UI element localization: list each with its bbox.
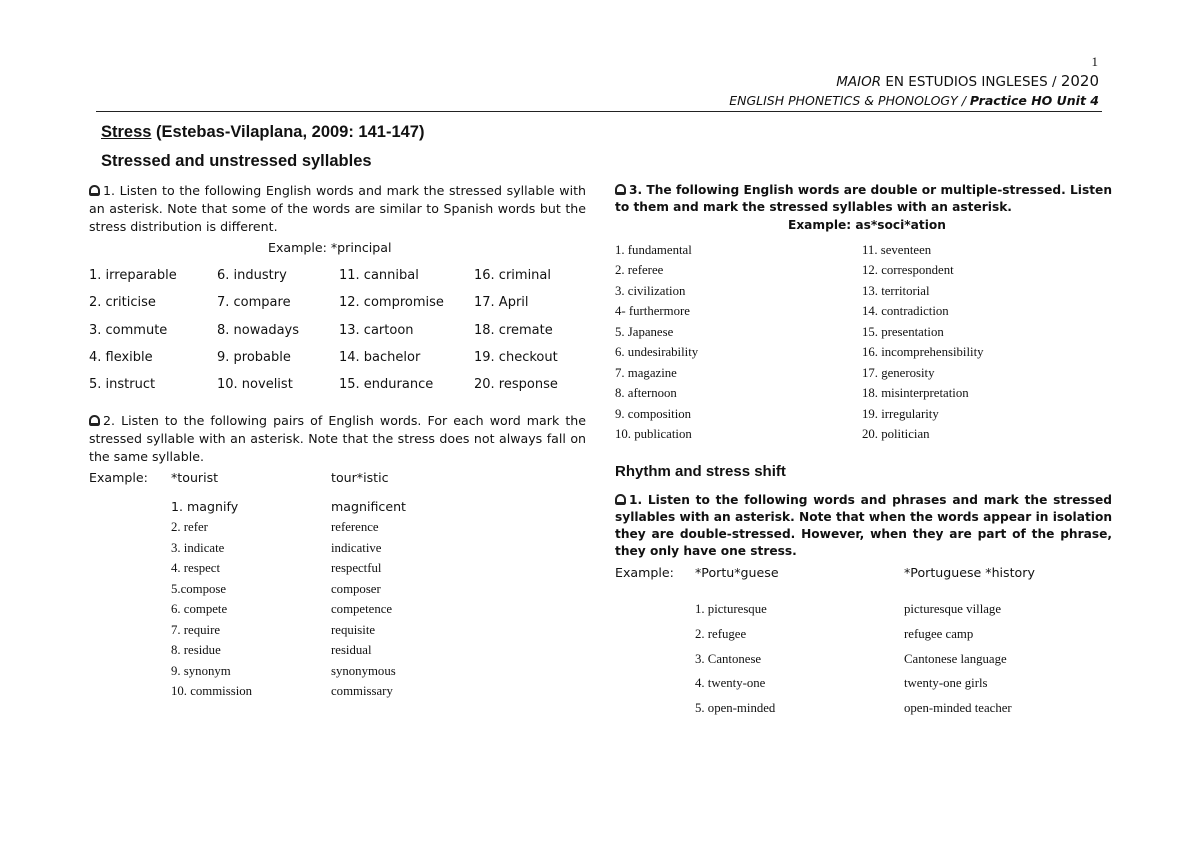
s2-ex1-instruction <box>615 492 1112 560</box>
ex2-pair-left: 10. commission <box>171 684 253 698</box>
header-unit: Practice HO Unit 4 <box>969 93 1099 108</box>
list-item: 5. instruct <box>89 377 156 392</box>
ex2-pair-right: requisite <box>331 623 376 637</box>
list-item: 16. incomprehensibility <box>862 345 984 359</box>
headphones-icon <box>89 185 100 196</box>
list-item: 1. irreparable <box>89 268 177 283</box>
list-item: 13. cartoon <box>339 323 414 338</box>
s2-pair-left: 2. refugee <box>695 627 747 641</box>
ex2-instruction <box>89 412 586 466</box>
s2-pair-right: Cantonese language <box>904 652 1007 666</box>
s2-pair-left: 4. twenty-one <box>695 676 766 690</box>
header-course <box>836 72 1099 90</box>
ex2-pair-right: reference <box>331 520 379 534</box>
list-item: 4- furthermore <box>615 304 690 318</box>
list-item: 2. referee <box>615 263 664 277</box>
header-course-name: EN ESTUDIOS INGLESES / <box>885 74 1057 90</box>
list-item: 15. endurance <box>339 377 434 392</box>
s2-pair-right: refugee camp <box>904 627 974 641</box>
ex2-pair-right: commissary <box>331 684 393 698</box>
s2-pair-left: 1. picturesque <box>695 602 767 616</box>
list-item: 20. politician <box>862 427 930 441</box>
page-title <box>101 123 424 142</box>
list-item: 18. cremate <box>474 323 553 338</box>
list-item: 11. seventeen <box>862 243 932 257</box>
ex2-pair-left: 4. respect <box>171 561 221 575</box>
ex2-pair-left: 1. magnify <box>171 499 239 514</box>
list-item: 4. flexible <box>89 350 153 365</box>
ex3-instruction <box>615 182 1112 216</box>
header-maior: MAIOR <box>836 74 882 90</box>
list-item: 8. afternoon <box>615 386 677 400</box>
list-item: 14. contradiction <box>862 304 949 318</box>
headphones-icon <box>89 415 100 426</box>
s2-pair-right: twenty-one girls <box>904 676 988 690</box>
ex2-example-label: Example: <box>89 470 148 485</box>
list-item: 7. compare <box>217 295 291 310</box>
list-item: 9. probable <box>217 350 291 365</box>
ex2-pair-right: magnificent <box>331 499 406 514</box>
title-reference: (Estebas-Vilaplana, 2009: 141-147) <box>156 123 425 141</box>
ex3-example: Example: as*soci*ation <box>788 218 946 232</box>
ex2-pair-left: 6. compete <box>171 602 228 616</box>
s2-example-label: Example: <box>615 565 674 580</box>
ex2-pair-right: indicative <box>331 541 382 555</box>
list-item: 13. territorial <box>862 284 930 298</box>
list-item: 12. correspondent <box>862 263 954 277</box>
header-subject-name: ENGLISH PHONETICS & PHONOLOGY / <box>729 93 966 108</box>
ex2-example-a: *tourist <box>171 470 219 485</box>
list-item: 5. Japanese <box>615 325 674 339</box>
s2-example-a: *Portu*guese <box>695 565 779 580</box>
list-item: 17. generosity <box>862 366 935 380</box>
list-item: 7. magazine <box>615 366 677 380</box>
title-stress: Stress <box>101 123 152 141</box>
list-item: 19. checkout <box>474 350 558 365</box>
header-divider <box>96 111 1102 112</box>
list-item: 8. nowadays <box>217 323 300 338</box>
ex2-pair-right: composer <box>331 582 381 596</box>
list-item: 18. misinterpretation <box>862 386 969 400</box>
s2-pair-left: 3. Cantonese <box>695 652 762 666</box>
ex2-pair-left: 5.compose <box>171 582 227 596</box>
list-item: 16. criminal <box>474 268 552 283</box>
header-year: 2020 <box>1060 72 1099 90</box>
ex3-instruction-text: 3. The following English words are double or multiple-stressed. Listen to them and mark the stressed syllables with an asterisk. <box>615 183 1112 214</box>
ex1-instruction-text: 1. Listen to the following English words and mark the stressed syllable with an asterisk. Note that some of the words are similar to Spanish words but the stress distribution is different. <box>89 183 586 234</box>
s2-pair-right: open-minded teacher <box>904 701 1012 715</box>
headphones-icon <box>615 184 626 195</box>
ex2-pair-right: respectful <box>331 561 382 575</box>
ex1-instruction <box>89 182 586 236</box>
list-item: 3. commute <box>89 323 168 338</box>
list-item: 15. presentation <box>862 325 944 339</box>
section2-heading: Rhythm and stress shift <box>615 463 786 480</box>
list-item: 11. cannibal <box>339 268 419 283</box>
s2-ex1-instruction-text: 1. Listen to the following words and phrases and mark the stressed syllables with an asterisk. Note that when the words appear in isolation they are double-stressed. However, when they are part of the phrase, they only have one stress. <box>615 493 1112 558</box>
ex2-pair-left: 3. indicate <box>171 541 225 555</box>
ex2-pair-left: 7. require <box>171 623 221 637</box>
ex2-pair-right: competence <box>331 602 393 616</box>
s2-example-b: *Portuguese *history <box>904 565 1035 580</box>
s2-pair-left: 5. open-minded <box>695 701 776 715</box>
list-item: 10. publication <box>615 427 692 441</box>
ex2-example-b: tour*istic <box>331 470 389 485</box>
list-item: 19. irregularity <box>862 407 939 421</box>
ex2-pair-left: 8. residue <box>171 643 221 657</box>
list-item: 17. April <box>474 295 529 310</box>
page-number: 1 <box>1091 54 1098 69</box>
list-item: 12. compromise <box>339 295 444 310</box>
headphones-icon <box>615 494 626 505</box>
list-item: 10. novelist <box>217 377 293 392</box>
ex2-instruction-text: 2. Listen to the following pairs of English words. For each word mark the stressed syllable with an asterisk. Note that the stress does not always fall on the same syllable. <box>89 413 586 464</box>
section1-heading: Stressed and unstressed syllables <box>101 152 372 170</box>
list-item: 3. civilization <box>615 284 686 298</box>
list-item: 6. undesirability <box>615 345 699 359</box>
list-item: 1. fundamental <box>615 243 692 257</box>
ex2-pair-left: 9. synonym <box>171 664 231 678</box>
list-item: 14. bachelor <box>339 350 421 365</box>
list-item: 20. response <box>474 377 558 392</box>
ex2-pair-right: synonymous <box>331 664 396 678</box>
list-item: 2. criticise <box>89 295 156 310</box>
ex2-pair-left: 2. refer <box>171 520 208 534</box>
header-subject <box>729 93 1099 108</box>
ex1-example: Example: *principal <box>268 240 392 255</box>
list-item: 6. industry <box>217 268 287 283</box>
s2-pair-right: picturesque village <box>904 602 1002 616</box>
list-item: 9. composition <box>615 407 692 421</box>
ex2-pair-right: residual <box>331 643 372 657</box>
